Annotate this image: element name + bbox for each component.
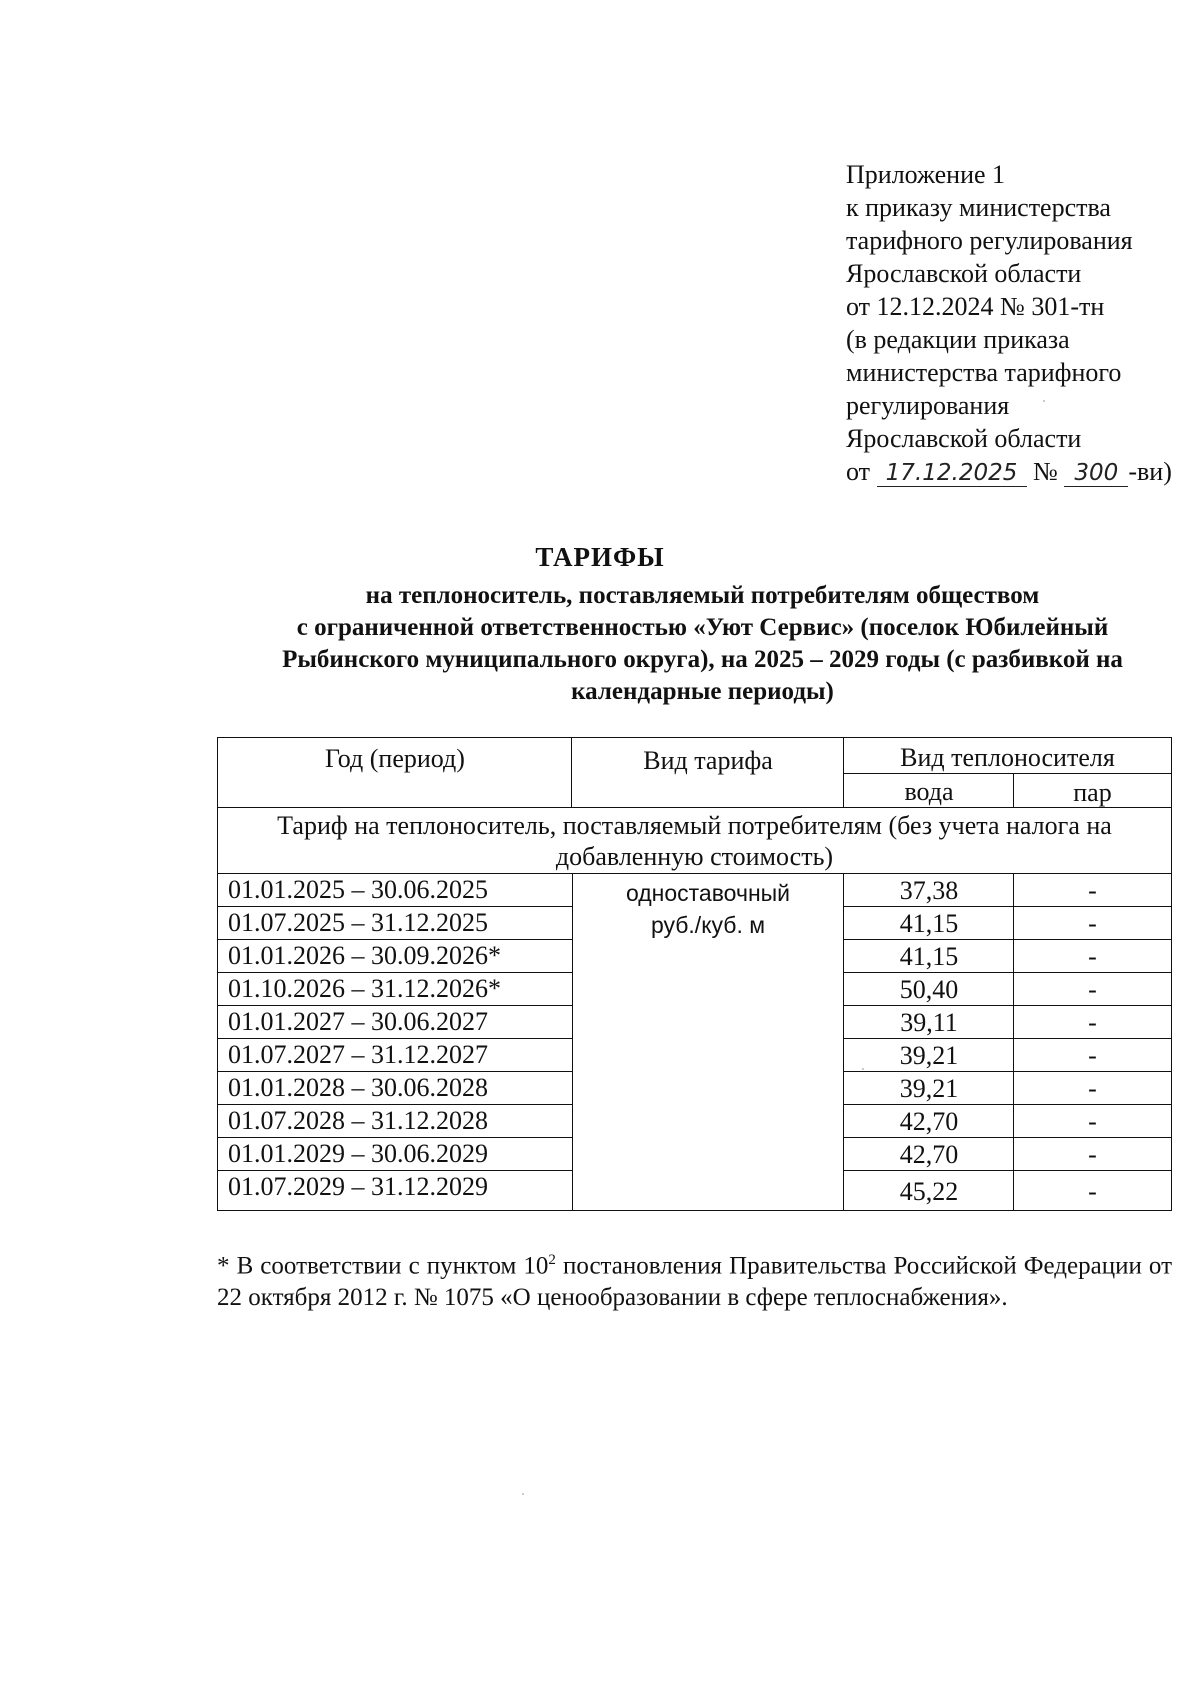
steam-cell [1013,972,1172,1006]
period-cell [217,972,573,1006]
document-subtitle [225,580,1180,708]
steam-cell [1013,939,1172,973]
table-row [217,906,1172,940]
steam-value: - [1088,1008,1097,1037]
water-cell [843,939,1015,973]
water-value: 39,21 [899,1041,959,1070]
header-water: вода [904,777,954,806]
footnote-superscript: 2 [548,1252,556,1268]
header-tariff-type: Вид тарифа [643,746,773,775]
steam-value: - [1088,1041,1097,1070]
steam-value: - [1088,975,1097,1004]
period-value: 01.10.2026 – 31.12.2026* [228,974,501,1003]
tariff-type-label: одноставочный [625,880,791,906]
table-row [217,1170,1172,1211]
water-value: 50,40 [899,975,959,1004]
steam-value: - [1088,876,1097,905]
annex-line: регулирования [846,391,1010,420]
water-value: 39,11 [900,1008,958,1037]
period-cell [217,1005,573,1039]
steam-cell [1013,1104,1172,1138]
steam-value: - [1088,1107,1097,1136]
table-row [217,1071,1172,1105]
scan-speck [1043,400,1045,402]
steam-value: - [1088,942,1097,971]
table-row [217,1137,1172,1171]
steam-cell [1013,873,1172,907]
annex-line: министерства тарифного [846,358,1122,387]
period-cell [217,1071,573,1105]
period-value: 01.01.2028 – 30.06.2028 [228,1073,488,1102]
steam-cell [1013,1038,1172,1072]
ref-prefix: от [846,457,871,486]
steam-cell [1013,1005,1172,1039]
table-row [217,939,1172,973]
water-cell [843,972,1015,1006]
steam-cell [1013,906,1172,940]
scan-speck [862,1068,864,1070]
subtitle-line: на теплоноситель, поставляемый потребителям обществом [365,582,1040,609]
header-period-cell [217,737,573,809]
header-steam-cell [1013,773,1172,809]
subtitle-line: с ограниченной ответственностью «Уют Сервис» (поселок Юбилейный [296,614,1109,641]
water-cell [843,1005,1015,1039]
subtitle-line: Рыбинского муниципального округа), на 2025 – 2029 годы (с разбивкой на [282,646,1123,673]
period-cell [217,1170,573,1211]
water-cell [843,873,1015,907]
period-cell [217,1038,573,1072]
period-value: 01.01.2027 – 30.06.2027 [228,1007,488,1036]
table-row [217,1104,1172,1138]
annex-line: от 12.12.2024 № 301-тн [846,292,1105,321]
steam-cell [1013,1071,1172,1105]
table-row [217,873,1172,907]
steam-value: - [1088,1140,1097,1169]
period-cell [217,906,573,940]
period-value: 01.07.2025 – 31.12.2025 [228,908,488,937]
table-row [217,1038,1172,1072]
period-cell [217,1137,573,1171]
period-cell [217,939,573,973]
document-title: ТАРИФЫ [535,542,665,572]
tariff-table [217,737,1172,1211]
steam-cell [1013,1137,1172,1171]
annex-line: Приложение 1 [846,160,1006,189]
tariff-unit-label: руб./куб. м [650,912,766,938]
water-cell [843,906,1015,940]
period-value: 01.07.2029 – 31.12.2029 [228,1172,488,1201]
annex-reference-line [846,455,1186,488]
handwritten-number: 300 [1064,460,1128,487]
annex-line: (в редакции приказа [846,325,1070,354]
header-carrier-cell [843,737,1172,775]
header-water-cell [843,773,1015,809]
steam-cell [1013,1170,1172,1211]
scan-speck [522,1493,524,1495]
period-value: 01.01.2026 – 30.09.2026* [228,941,501,970]
water-cell [843,1071,1015,1105]
water-value: 41,15 [899,909,959,938]
subtitle-line: календарные периоды) [571,678,834,705]
table-row [217,1005,1172,1039]
annex-line: Ярославской области [846,424,1082,453]
section-heading-line: Тариф на теплоноситель, поставляемый потребителям (без учета налога на [277,811,1112,840]
steam-value: - [1088,909,1097,938]
steam-value: - [1088,1177,1097,1206]
header-steam: пар [1073,778,1112,807]
header-carrier: Вид теплоносителя [900,743,1115,772]
ref-number-sign: № [1033,457,1058,486]
ref-suffix: -ви) [1128,457,1172,486]
table-row [217,972,1172,1006]
water-value: 37,38 [899,876,959,905]
water-value: 42,70 [899,1107,959,1136]
period-value: 01.01.2025 – 30.06.2025 [228,875,488,904]
water-value: 39,21 [899,1074,959,1103]
annex-header [846,158,1186,488]
annex-line: Ярославской области [846,259,1082,288]
header-period: Год (период) [325,744,465,773]
annex-line: к приказу министерства [846,193,1111,222]
header-tariff-type-cell [571,737,845,809]
water-value: 42,70 [899,1140,959,1169]
period-value: 01.01.2029 – 30.06.2029 [228,1139,488,1168]
water-value: 45,22 [899,1177,959,1206]
footnote-text-continued: постановления Правительства Российской Федерации от 22 октября 2012 г. № 1075 «О ценообразовании в сфере теплоснабжения». [217,1252,1172,1312]
annex-line: тарифного регулирования [846,226,1133,255]
period-value: 01.07.2027 – 31.12.2027 [228,1040,488,1069]
steam-value: - [1088,1074,1097,1103]
water-cell [843,1170,1015,1211]
period-cell [217,1104,573,1138]
section-heading-cell [217,807,1172,875]
water-cell [843,1137,1015,1171]
handwritten-date: 17.12.2025 [877,460,1027,487]
footnote-text: * В соответствии с пунктом 10 [217,1252,549,1280]
water-cell [843,1104,1015,1138]
water-value: 41,15 [899,942,959,971]
section-heading-line: добавленную стоимость) [555,842,834,871]
footnote [217,1244,1172,1314]
period-value: 01.07.2028 – 31.12.2028 [228,1106,488,1135]
period-cell [217,873,573,907]
water-cell [843,1038,1015,1072]
